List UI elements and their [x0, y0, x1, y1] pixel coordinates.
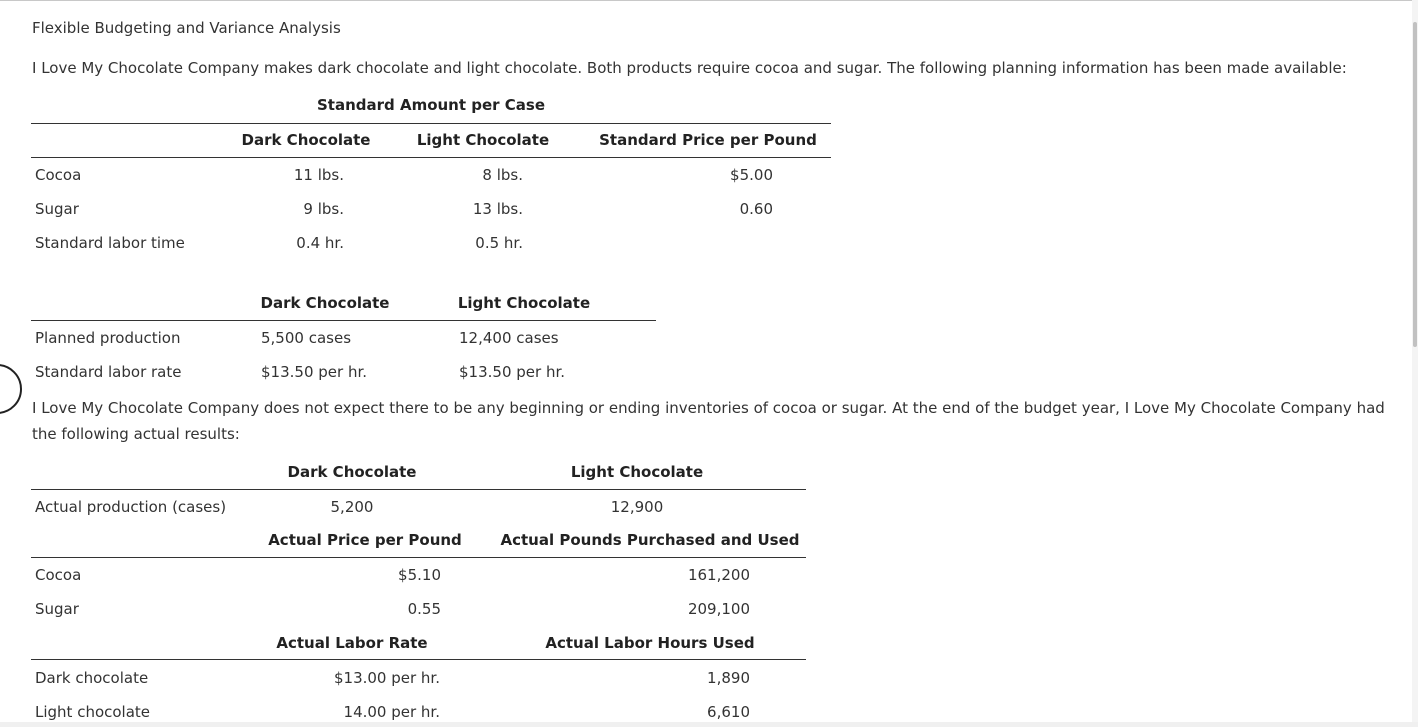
top-border	[0, 0, 1418, 1]
row-label: Cocoa	[35, 566, 82, 584]
row-label: Light chocolate	[35, 703, 151, 721]
cell-value: $13.00 per hr.	[333, 669, 440, 687]
cell-value: $13.50 per hr.	[459, 363, 566, 381]
column-header: Actual Price per Pound	[268, 531, 462, 549]
divider	[31, 123, 831, 124]
circle-icon[interactable]	[0, 364, 22, 414]
cell-value: 14.00 per hr.	[343, 703, 440, 721]
row-label: Actual production (cases)	[35, 498, 227, 516]
cell-value: 11 lbs.	[293, 166, 344, 184]
cell-value: 13 lbs.	[472, 200, 523, 218]
bottom-bar	[0, 722, 1418, 727]
column-header: Dark Chocolate	[287, 463, 417, 481]
page-title: Flexible Budgeting and Variance Analysis	[32, 19, 341, 37]
cell-value: 8 lbs.	[482, 166, 523, 184]
column-header: Dark Chocolate	[260, 294, 390, 312]
cell-value: 0.5 hr.	[475, 234, 523, 252]
column-header: Dark Chocolate	[241, 131, 371, 149]
divider	[31, 320, 656, 321]
row-label: Standard labor rate	[35, 363, 182, 381]
cell-value: $5.00	[730, 166, 773, 184]
cell-value: 209,100	[687, 600, 750, 618]
divider	[31, 157, 831, 158]
column-header: Actual Labor Hours Used	[545, 634, 755, 652]
row-label: Standard labor time	[35, 234, 185, 252]
actual-results-text: I Love My Chocolate Company does not expect there to be any beginning or ending inventories of cocoa or sugar. At the end of the budget year, I Love My Chocolate Company had the following actual results:	[32, 399, 1385, 443]
cell-value: 12,400 cases	[459, 329, 559, 347]
cell-value: 5,200	[330, 498, 374, 516]
divider	[31, 557, 806, 558]
column-header: Light Chocolate	[570, 463, 704, 481]
cell-value: 6,610	[707, 703, 750, 721]
column-header: Actual Pounds Purchased and Used	[500, 531, 800, 549]
cell-value: $13.50 per hr.	[261, 363, 368, 381]
column-header: Standard Price per Pound	[599, 131, 817, 149]
cell-value: 5,500 cases	[261, 329, 352, 347]
scrollbar-thumb[interactable]	[1413, 22, 1417, 347]
column-header: Light Chocolate	[457, 294, 591, 312]
cell-value: 161,200	[687, 566, 750, 584]
column-header: Light Chocolate	[416, 131, 550, 149]
column-header: Actual Labor Rate	[276, 634, 428, 652]
intro-text: I Love My Chocolate Company makes dark chocolate and light chocolate. Both products require cocoa and sugar. The following planning information has been made available:	[32, 59, 1347, 77]
divider	[31, 659, 806, 660]
group-header: Standard Amount per Case	[316, 96, 546, 114]
cell-value: $5.10	[398, 566, 441, 584]
cell-value: 0.55	[407, 600, 441, 618]
cell-value: 12,900	[610, 498, 664, 516]
cell-value: 0.60	[739, 200, 773, 218]
cell-value: 9 lbs.	[303, 200, 344, 218]
divider	[31, 489, 806, 490]
row-label: Sugar	[35, 200, 79, 218]
row-label: Dark chocolate	[35, 669, 149, 687]
row-label: Sugar	[35, 600, 79, 618]
vertical-scrollbar[interactable]	[1412, 0, 1418, 727]
cell-value: 1,890	[707, 669, 750, 687]
row-label: Cocoa	[35, 166, 82, 184]
cell-value: 0.4 hr.	[296, 234, 344, 252]
row-label: Planned production	[35, 329, 181, 347]
